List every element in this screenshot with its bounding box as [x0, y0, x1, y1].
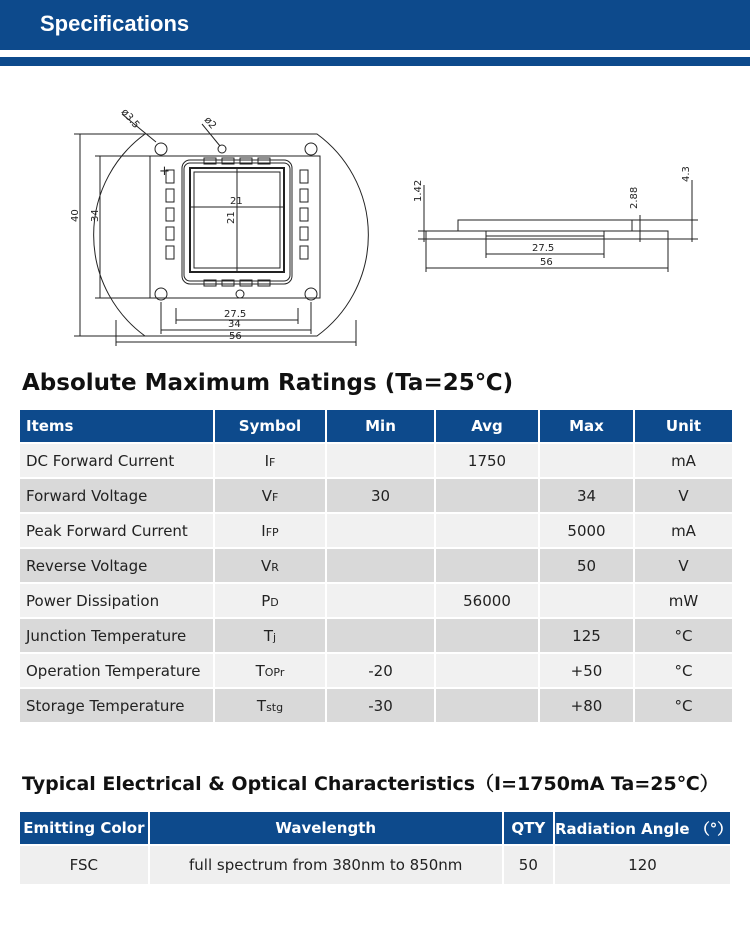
max-cell: +80: [540, 689, 633, 722]
symbol-cell: Tstg: [215, 689, 325, 722]
unit-cell: V: [635, 549, 732, 582]
dim-frame-thickness: 2.88: [629, 186, 640, 209]
min-cell: -30: [327, 689, 434, 722]
avg-cell: [436, 514, 538, 547]
col-items: Items: [20, 410, 213, 442]
item-cell: Storage Temperature: [20, 689, 213, 722]
optical-header-row: [20, 812, 730, 844]
item-cell: Junction Temperature: [20, 619, 213, 652]
item-cell: Operation Temperature: [20, 654, 213, 687]
left-pads: [166, 170, 174, 259]
header-banner: [0, 0, 750, 50]
symbol-cell: IFP: [215, 514, 325, 547]
avg-cell: 56000: [436, 584, 538, 617]
item-cell: Power Dissipation: [20, 584, 213, 617]
avg-cell: [436, 549, 538, 582]
unit-cell: °C: [635, 619, 732, 652]
side-lens: [486, 231, 604, 236]
dim-total-width: 56: [229, 331, 242, 342]
dim-board-thickness: 1.42: [413, 179, 424, 202]
table-row: [20, 549, 732, 582]
min-cell: 30: [327, 479, 434, 512]
hole-top-center: [218, 145, 226, 153]
ratings-title: Absolute Maximum Ratings (Ta=25℃): [22, 370, 514, 396]
max-cell: [540, 584, 633, 617]
optical-table: [18, 810, 732, 886]
min-cell: [327, 584, 434, 617]
item-cell: DC Forward Current: [20, 444, 213, 477]
col-emitting-color: Emitting Color: [20, 812, 148, 844]
symbol-cell: Tj: [215, 619, 325, 652]
col-qty: QTY: [504, 812, 553, 844]
unit-cell: mA: [635, 444, 732, 477]
max-cell: +50: [540, 654, 633, 687]
table-row: [20, 444, 732, 477]
header-rule: [0, 57, 750, 66]
dim-side-frame: 27.5: [532, 243, 555, 254]
dim-die-height: 21: [226, 211, 237, 224]
max-cell: 50: [540, 549, 633, 582]
col-unit: Unit: [635, 410, 732, 442]
optical-title: Typical Electrical & Optical Characteristics（I=1750mA Ta=25℃）: [22, 773, 719, 795]
hole-top-right: [305, 143, 317, 155]
unit-cell: °C: [635, 654, 732, 687]
dim-hole-span: 34: [228, 319, 241, 330]
avg-cell: [436, 689, 538, 722]
unit-cell: °C: [635, 689, 732, 722]
col-radiation-angle: Radiation Angle （°）: [555, 812, 730, 844]
symbol-cell: TOPr: [215, 654, 325, 687]
table-row: [20, 689, 732, 722]
unit-cell: mA: [635, 514, 732, 547]
item-cell: Forward Voltage: [20, 479, 213, 512]
side-frame: [458, 220, 632, 231]
col-avg: Avg: [436, 410, 538, 442]
ratings-header-row: [20, 410, 732, 442]
avg-cell: [436, 654, 538, 687]
avg-cell: 1750: [436, 444, 538, 477]
symbol-cell: PD: [215, 584, 325, 617]
min-cell: -20: [327, 654, 434, 687]
qty-cell: 50: [504, 846, 553, 884]
hole-bottom-center: [236, 290, 244, 298]
symbol-cell: VF: [215, 479, 325, 512]
dim-height-34: 34: [90, 209, 101, 222]
table-row: [20, 584, 732, 617]
hole-top-left: [155, 143, 167, 155]
avg-cell: [436, 619, 538, 652]
max-cell: 34: [540, 479, 633, 512]
table-row: [20, 654, 732, 687]
dim-side-total: 56: [540, 257, 553, 268]
symbol-cell: IF: [215, 444, 325, 477]
table-row: [20, 479, 732, 512]
plus-marker: +: [159, 164, 170, 179]
dimension-drawing: [0, 70, 750, 360]
unit-cell: V: [635, 479, 732, 512]
angle-cell: 120: [555, 846, 730, 884]
right-pads: [300, 170, 308, 259]
dim-hole-big: ø3.5: [118, 106, 142, 131]
dim-die-width: 21: [230, 196, 243, 207]
min-cell: [327, 514, 434, 547]
min-cell: [327, 549, 434, 582]
dim-height-40: 40: [70, 209, 81, 222]
min-cell: [327, 444, 434, 477]
avg-cell: [436, 479, 538, 512]
max-cell: [540, 444, 633, 477]
col-symbol: Symbol: [215, 410, 325, 442]
table-row: [20, 619, 732, 652]
max-cell: 5000: [540, 514, 633, 547]
min-cell: [327, 619, 434, 652]
page-title: Specifications: [40, 11, 190, 36]
wavelength-cell: full spectrum from 380nm to 850nm: [150, 846, 502, 884]
table-row: [20, 846, 730, 884]
dim-frame-width: 27.5: [224, 309, 247, 320]
item-cell: Reverse Voltage: [20, 549, 213, 582]
max-cell: 125: [540, 619, 633, 652]
ratings-table: [18, 408, 734, 724]
dim-hole-small: ø2: [201, 114, 219, 132]
col-min: Min: [327, 410, 434, 442]
symbol-cell: VR: [215, 549, 325, 582]
unit-cell: mW: [635, 584, 732, 617]
col-wavelength: Wavelength: [150, 812, 502, 844]
side-board: [426, 231, 668, 239]
col-max: Max: [540, 410, 633, 442]
item-cell: Peak Forward Current: [20, 514, 213, 547]
dim-total-thickness: 4.3: [681, 166, 692, 182]
table-row: [20, 514, 732, 547]
color-cell: FSC: [20, 846, 148, 884]
